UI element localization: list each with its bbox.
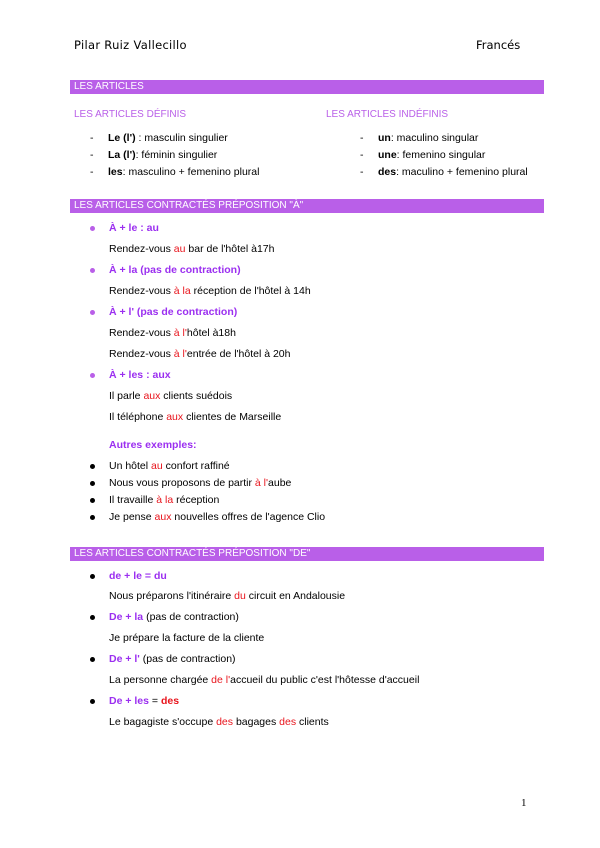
bullet-icon — [90, 481, 95, 486]
section-bar-contractes-de: LES ARTICLES CONTRACTÉS PRÉPOSITION "DE" — [70, 547, 544, 561]
example-line: Un hôtel au confort raffiné — [109, 460, 230, 472]
rule-heading: de + le = du — [109, 570, 167, 582]
bullet-icon — [90, 310, 95, 315]
rule-heading: De + la (pas de contraction) — [109, 611, 239, 623]
document-page: Pilar Ruiz Vallecillo Francés LES ARTICLES LES ARTICLES DÉFINIS LES ARTICLES INDÉFINIS - Le (l') : masculin singulier - La (l'): féminin singulier - les: masculino + femenino plural - un: maculino singular - une: femenino singular - des: maculino + femenino plural LES ARTICLES CONTRACTÉS PRÉPOSITION "À" À + le : au Rendez-vous au bar de l'hôtel à17h À + la (pas de contraction) Rendez-vous à la réception de l'hôtel à 14h À + l' (pas de contraction) Rendez-vous à l'hôtel à18h Rendez-vous à l'entrée de l'hôtel à 20h À + les : aux Il parle aux clients suédois Il téléphone aux clientes de Marseille Autres exemples: Un hôtel au confort raffiné Nous vous proposons de partir à l'aube Il travaille à la réception Je pense aux nouvelles offres de l'agence Clio LES ARTICLES CONTRACTÉS PRÉPOSITION "DE" de + le = du Nous préparons l'itinéraire du circuit en Andalousie De + la (pas de contraction) Je prépare la facture de la cliente De + l' (pas de contraction) La personne chargée de l'accueil du public c'est l'hôtesse d'accueil De + les = des Le bagagiste s'occupe des bagages des clients 1 — [0, 0, 600, 848]
bullet-icon — [90, 615, 95, 620]
author-name: Pilar Ruiz Vallecillo — [74, 38, 187, 52]
rule-heading: À + le : au — [109, 222, 159, 234]
example-line: Nous préparons l'itinéraire du circuit en Andalousie — [109, 590, 346, 602]
example-line: La personne chargée de l'accueil du public c'est l'hôtesse d'accueil — [109, 674, 420, 686]
example-line: Il parle aux clients suédois — [109, 390, 233, 402]
example-line: Rendez-vous à l'entrée de l'hôtel à 20h — [109, 348, 291, 360]
bullet-icon — [90, 574, 95, 579]
example-line: Il travaille à la réception — [109, 494, 220, 506]
rule-heading: À + les : aux — [109, 369, 171, 381]
page-number: 1 — [521, 797, 527, 809]
example-line: Nous vous proposons de partir à l'aube — [109, 477, 292, 489]
indefinis-title: LES ARTICLES INDÉFINIS — [326, 109, 449, 120]
subject-name: Francés — [476, 38, 521, 52]
rule-heading: De + l' (pas de contraction) — [109, 653, 236, 665]
rule-heading: À + l' (pas de contraction) — [109, 306, 238, 318]
bullet-icon — [90, 657, 95, 662]
bullet-icon — [90, 268, 95, 273]
example-line: Le bagagiste s'occupe des bagages des clients — [109, 716, 329, 728]
example-line: Rendez-vous au bar de l'hôtel à17h — [109, 243, 275, 255]
bullet-icon — [90, 498, 95, 503]
bullet-icon — [90, 464, 95, 469]
section-bar-contractes-a: LES ARTICLES CONTRACTÉS PRÉPOSITION "À" — [70, 199, 544, 213]
example-line: Il téléphone aux clientes de Marseille — [109, 411, 282, 423]
bullet-icon — [90, 515, 95, 520]
bullet-icon — [90, 226, 95, 231]
bullet-icon — [90, 699, 95, 704]
example-line: Rendez-vous à la réception de l'hôtel à 14h — [109, 285, 311, 297]
example-line: Rendez-vous à l'hôtel à18h — [109, 327, 236, 339]
definis-title: LES ARTICLES DÉFINIS — [74, 109, 187, 120]
rule-heading: De + les = des — [109, 695, 180, 707]
example-line: Je prépare la facture de la cliente — [109, 632, 265, 644]
others-title: Autres exemples: — [109, 439, 197, 451]
bullet-icon — [90, 373, 95, 378]
rule-heading: À + la (pas de contraction) — [109, 264, 241, 276]
example-line: Je pense aux nouvelles offres de l'agence Clio — [109, 511, 326, 523]
section-bar-articles: LES ARTICLES — [70, 80, 544, 94]
